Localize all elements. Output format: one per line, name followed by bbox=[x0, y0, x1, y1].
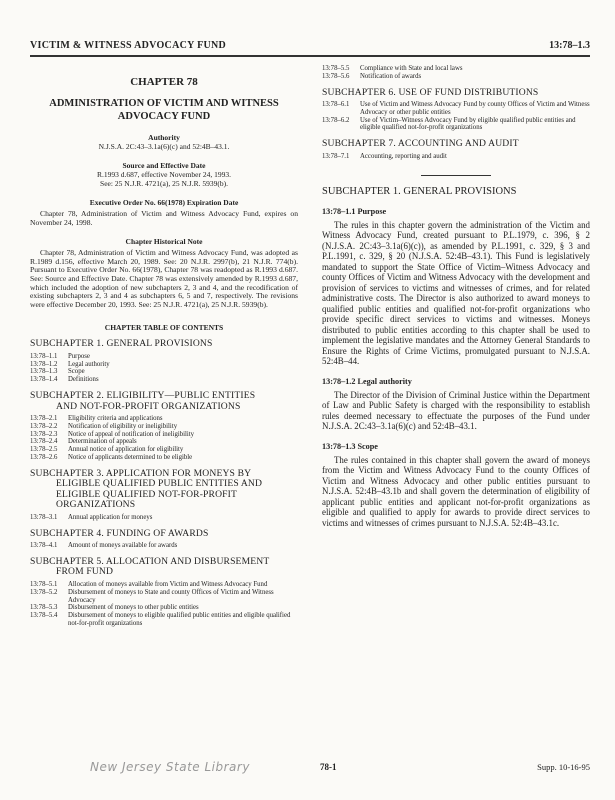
toc-entry bbox=[322, 73, 590, 81]
toc-entry-text: Use of Victim–Witness Advocacy Fund by eligible qualified public entities and eligible qualified not-for-profit organizations bbox=[360, 116, 576, 132]
toc-heading: CHAPTER TABLE OF CONTENTS bbox=[104, 323, 224, 333]
toc-entry bbox=[30, 612, 298, 628]
toc-entry-number: 13:78–5.3 bbox=[30, 604, 58, 612]
toc-entry-text: Notice of appeal of notification of ineligibility bbox=[68, 430, 195, 438]
supplement-date: Supp. 10-16-95 bbox=[537, 762, 590, 772]
executive-order-heading: Executive Order No. 66(1978) Expiration Date bbox=[89, 198, 239, 207]
toc-entry bbox=[322, 101, 590, 117]
table-of-contents-continued bbox=[322, 88, 590, 161]
page-footer bbox=[30, 760, 590, 778]
section-text: The rules in this chapter govern the administration of the Victim and Witness Advocacy Fund, created pursuant to P.L.1979, c. 396, § 2 (N.J.S.A. 2C:43–3.1a(6)(c)), as amended by P.L.1991, c. 329, § 3 and P.L.1991, c. 329, § 20 (N.J.S.A. 52:4B–43.1). This Fund is legislatively mandated to support the State Office of Victim–Witness Advocacy and county Offices of Victim and Witness Advocacy with the development and provision of services to victims and witnesses of crimes, and for related administrative costs. The Director is also authorized to award moneys to qualified public entities and qualified not-for-profit organizations who provide specific direct services to victims and witnesses. Moneys distributed to public entities according to this chapter shall be used to implement the legislative mandates and the Attorney General Standards to Ensure the Rights of Crime Victims, promulgated pursuant to N.J.S.A. 52:4B–44. bbox=[322, 219, 590, 367]
general-provisions-title: SUBCHAPTER 1. GENERAL PROVISIONS bbox=[322, 185, 517, 197]
toc-entry-text: Use of Victim and Witness Advocacy Fund by county Offices of Victim and Witness Advocacy or other public entities bbox=[360, 101, 590, 116]
sections bbox=[322, 207, 590, 529]
toc-entry bbox=[30, 353, 298, 361]
toc-entry-number: 13:78–4.1 bbox=[30, 542, 58, 550]
section-text: The rules contained in this chapter shall govern the award of moneys from the Victim and Witness Advocacy Fund to the county Offices of Victim and Witness Advocacy and other public entities pursuant to N.J.S.A. 52:4B–43.1b and shall govern the determination of eligibility of applicant public entities and applicant not-for-profit organizations as eligible and qualified to apply for awards to provide direct services to victims and witnesses of crimes pursuant to N.J.S.A. 52:4B–43.1c. bbox=[322, 454, 590, 528]
subchapter-title-continued: ELIGIBLE QUALIFIED PUBLIC ENTITIES AND ELIGIBLE QUALIFIED NOT-FOR-PROFIT ORGANIZATIONS bbox=[56, 478, 263, 511]
toc-entry-text: Annual application for moneys bbox=[68, 513, 153, 521]
toc-entry bbox=[322, 117, 590, 133]
subchapter-entries bbox=[322, 101, 590, 132]
executive-order-text: Chapter 78, Administration of Victim and Witness Advocacy Fund, expires on November 24, 1998. bbox=[30, 209, 298, 227]
toc-entry-text: Eligibility criteria and applications bbox=[68, 415, 163, 423]
toc-entry-number: 13:78–1.1 bbox=[30, 352, 58, 360]
header-rule bbox=[30, 55, 590, 57]
toc-entry-text: Determination of appeals bbox=[68, 438, 137, 446]
subchapter-title: SUBCHAPTER 1. GENERAL PROVISIONS bbox=[30, 338, 213, 350]
subchapter-entries bbox=[30, 353, 298, 384]
toc-entry-number: 13:78–5.1 bbox=[30, 580, 58, 588]
toc-entry bbox=[30, 454, 298, 462]
toc-entry-number: 13:78–5.4 bbox=[30, 612, 58, 620]
section-text: The Director of the Division of Criminal Justice within the Department of Law and Public Safety is charged with the responsibility to establish rules deemed necessary to effectuate the purposes of the Fund under N.J.S.A. 2C:43–3.1a(6)(c) and 52:4B–43.1. bbox=[322, 389, 590, 432]
source-line: R.1993 d.687, effective November 24, 1993. bbox=[96, 170, 231, 179]
section-title: 13:78–1.2 Legal authority bbox=[322, 376, 412, 386]
subchapter-entries bbox=[30, 542, 298, 550]
subchapter-entries bbox=[30, 581, 298, 628]
library-watermark: New Jersey State Library bbox=[90, 760, 250, 774]
authority-text: N.J.S.A. 2C:43–3.1a(6)(c) and 52:4B–43.1. bbox=[98, 142, 230, 151]
toc-entry bbox=[30, 446, 298, 454]
toc-entry-text: Disbursement of moneys to eligible qualified public entities and eligible qualified not-for-profit organizations bbox=[68, 612, 291, 627]
toc-entry bbox=[30, 604, 298, 612]
toc-entry-text: Legal authority bbox=[68, 360, 110, 368]
toc-entry bbox=[30, 431, 298, 439]
toc-entry bbox=[30, 589, 298, 605]
subchapter-entries bbox=[30, 415, 298, 462]
toc-entry-text: Notification of awards bbox=[360, 72, 422, 80]
toc-entry-text: Amount of moneys available for awards bbox=[68, 542, 178, 550]
toc-entry-number: 13:78–7.1 bbox=[322, 152, 350, 160]
subchapter-title-continued: AND NOT-FOR-PROFIT ORGANIZATIONS bbox=[56, 400, 241, 412]
toc-entry-text: Notice of applicants determined to be eligible bbox=[68, 454, 193, 462]
toc-entry-number: 13:78–5.2 bbox=[30, 588, 58, 596]
toc-entry bbox=[30, 542, 298, 550]
subchapter-title: SUBCHAPTER 4. FUNDING OF AWARDS bbox=[30, 527, 209, 539]
subchapter-title: SUBCHAPTER 2. ELIGIBILITY—PUBLIC ENTITIES bbox=[30, 390, 256, 402]
toc-entry-number: 13:78–2.5 bbox=[30, 446, 58, 454]
toc-entry bbox=[30, 361, 298, 369]
subchapter-title: SUBCHAPTER 5. ALLOCATION AND DISBURSEMENT bbox=[30, 555, 270, 567]
toc-entry bbox=[30, 368, 298, 376]
toc-entry-text: Accounting, reporting and audit bbox=[360, 152, 447, 160]
running-head-title: VICTIM & WITNESS ADVOCACY FUND bbox=[30, 40, 227, 51]
toc-entry-number: 13:78–6.2 bbox=[322, 116, 350, 124]
toc-entry-number: 13:78–2.1 bbox=[30, 415, 58, 423]
toc-entry bbox=[30, 376, 298, 384]
toc-entry bbox=[30, 581, 298, 589]
toc-entry-text: Purpose bbox=[68, 352, 90, 360]
section-title: 13:78–1.3 Scope bbox=[322, 441, 378, 451]
toc-entry-number: 13:78–1.4 bbox=[30, 376, 58, 384]
section-divider bbox=[421, 175, 491, 176]
subchapter-title: SUBCHAPTER 3. APPLICATION FOR MONEYS BY bbox=[30, 467, 252, 479]
toc-entry-number: 13:78–2.3 bbox=[30, 430, 58, 438]
toc-entry-number: 13:78–6.1 bbox=[322, 101, 350, 109]
toc-entry bbox=[30, 415, 298, 423]
toc-entry-number: 13:78–2.2 bbox=[30, 422, 58, 430]
running-head-section: 13:78–1.3 bbox=[549, 40, 590, 51]
toc-entry-number: 13:78–5.5 bbox=[322, 65, 350, 72]
toc-entry-number: 13:78–3.1 bbox=[30, 513, 58, 521]
toc-entry bbox=[30, 514, 298, 522]
toc-entry-text: Scope bbox=[68, 368, 85, 376]
toc-entry-text: Notification of eligibility or ineligibility bbox=[68, 422, 178, 430]
toc-entry bbox=[30, 438, 298, 446]
toc-entry-text: Disbursement of moneys to other public entities bbox=[68, 604, 199, 612]
toc-entry-number: 13:78–2.4 bbox=[30, 438, 58, 446]
left-column bbox=[30, 62, 298, 628]
toc-entry-number: 13:78–2.6 bbox=[30, 454, 58, 462]
toc-entry-number: 13:78–1.3 bbox=[30, 368, 58, 376]
toc-entry bbox=[322, 65, 590, 73]
toc-entry-text: Disbursement of moneys to State and county Offices of Victim and Witness Advocacy bbox=[68, 588, 274, 604]
source-line: See: 25 N.J.R. 4721(a), 25 N.J.R. 5939(b). bbox=[100, 179, 228, 188]
toc-entry-text: Definitions bbox=[68, 376, 99, 384]
page-number: 78-1 bbox=[320, 762, 337, 772]
historical-note-text: Chapter 78, Administration of Victim and Witness Advocacy Fund, was adopted as R.1989 d.156, effective March 20, 1989. See: 20 N.J.R. 2997(b), 21 N.J.R. 774(b). Pursuant to Executive Order No. 66(1978), Chapter 78 was readopted as R.1993 d.687. See: Source and Effective Date. Chapter 78 was extensively amended by R.1993 d.687, which included the adoption of new subchapters 2, 3 and 4, and the recodification of existing subchapters 2, 3 and 4 as subchapters 6, 5 and 7, respectively. The revisions were effective December 20, 1993. See: 25 N.J.R. 4721(a), 25 N.J.R. 5939(b). bbox=[30, 248, 298, 309]
right-column bbox=[322, 62, 590, 528]
subchapter-entries bbox=[30, 514, 298, 522]
subchapter-title: SUBCHAPTER 7. ACCOUNTING AND AUDIT bbox=[322, 138, 519, 150]
toc-continued-entries bbox=[322, 65, 590, 81]
running-head bbox=[30, 40, 590, 56]
toc-entry-number: 13:78–5.6 bbox=[322, 72, 350, 80]
subchapter-title: SUBCHAPTER 6. USE OF FUND DISTRIBUTIONS bbox=[322, 86, 539, 98]
toc-entry-text: Annual notice of application for eligibility bbox=[68, 446, 184, 454]
toc-entry-text: Allocation of moneys available from Victim and Witness Advocacy Fund bbox=[68, 580, 268, 588]
toc-entry bbox=[322, 153, 590, 161]
authority-heading: Authority bbox=[148, 133, 180, 142]
toc-entry bbox=[30, 423, 298, 431]
chapter-title: ADMINISTRATION OF VICTIM AND WITNESS ADVOCACY FUND bbox=[49, 98, 279, 122]
subchapter-title-continued: FROM FUND bbox=[56, 566, 114, 578]
source-heading: Source and Effective Date bbox=[122, 161, 206, 170]
table-of-contents bbox=[30, 339, 298, 627]
toc-entry-text: Compliance with State and local laws bbox=[360, 65, 463, 72]
historical-note-heading: Chapter Historical Note bbox=[125, 237, 203, 247]
subchapter-entries bbox=[322, 153, 590, 161]
section-title: 13:78–1.1 Purpose bbox=[322, 206, 387, 216]
toc-entry-number: 13:78–1.2 bbox=[30, 360, 58, 368]
chapter-number: CHAPTER 78 bbox=[130, 76, 198, 88]
